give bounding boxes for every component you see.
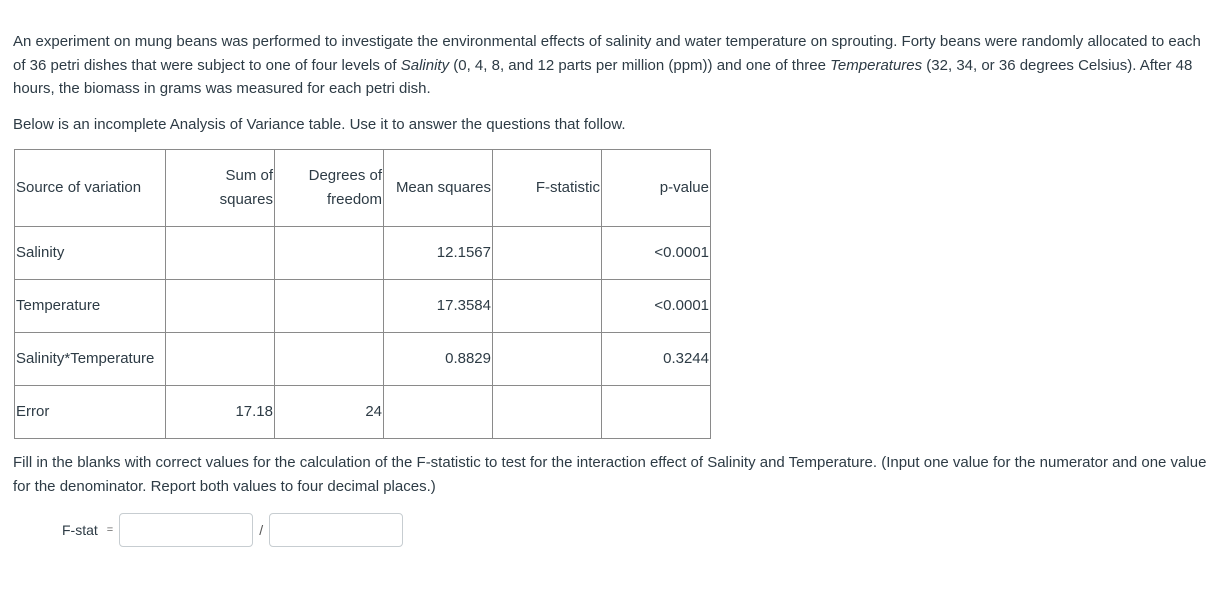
division-slash: / bbox=[259, 522, 264, 538]
intro-text-3: (32, 34, or 36 degrees Celsius). After 48 hours, the biomass in grams was measured for each petri dish. bbox=[13, 56, 1193, 97]
fstat-answer-row bbox=[62, 512, 403, 548]
header-f-statistic: F-statistic bbox=[493, 150, 602, 227]
header-df-line1: Degrees of bbox=[308, 167, 382, 184]
table-row bbox=[15, 386, 711, 439]
row-df bbox=[275, 280, 384, 333]
header-p-value: p-value bbox=[602, 150, 711, 227]
header-df-line2: freedom bbox=[326, 191, 382, 208]
header-degrees-of-freedom bbox=[275, 150, 384, 227]
intro-text-1: An experiment on mung beans was performed to investigate the environmental effects of salinity and water temperature on sprouting. Forty beans were randomly allocated to each of 36 petri dishes that were subject to one of four levels of bbox=[13, 33, 1201, 74]
header-mean-squares: Mean squares bbox=[384, 150, 493, 227]
equals-sign: = bbox=[106, 524, 114, 536]
row-source: Salinity bbox=[15, 227, 166, 280]
intro-text-2: (0, 4, 8, and 12 parts per million (ppm)) and one of three bbox=[449, 56, 831, 74]
row-f bbox=[493, 333, 602, 386]
row-p bbox=[602, 386, 711, 439]
header-ss-line2: squares bbox=[219, 191, 273, 208]
table-row bbox=[15, 227, 711, 280]
row-ms: 12.1567 bbox=[384, 227, 493, 280]
row-ss bbox=[166, 333, 275, 386]
anova-header-row bbox=[15, 150, 711, 227]
temperatures-term: Temperatures bbox=[830, 56, 923, 74]
table-intro: Below is an incomplete Analysis of Variance table. Use it to answer the questions that follow. bbox=[13, 116, 626, 133]
row-source: Temperature bbox=[15, 280, 166, 333]
row-p: 0.3244 bbox=[602, 333, 711, 386]
row-ss: 17.18 bbox=[166, 386, 275, 439]
fstat-label: F-stat bbox=[62, 522, 98, 538]
row-df bbox=[275, 227, 384, 280]
problem-intro bbox=[13, 30, 1203, 101]
salinity-term: Salinity bbox=[400, 56, 450, 74]
row-ms: 17.3584 bbox=[384, 280, 493, 333]
table-row bbox=[15, 280, 711, 333]
row-ss bbox=[166, 280, 275, 333]
header-ss-line1: Sum of bbox=[225, 167, 273, 184]
row-f bbox=[493, 227, 602, 280]
row-ms: 0.8829 bbox=[384, 333, 493, 386]
header-sum-of-squares bbox=[166, 150, 275, 227]
row-f bbox=[493, 386, 602, 439]
question-text: Fill in the blanks with correct values for the calculation of the F-statistic to test for the interaction effect of Salinity and Temperature. (Input one value for the numerator and one value for the denominator. Report both values to four decimal places.) bbox=[13, 454, 1207, 495]
row-ms bbox=[384, 386, 493, 439]
numerator-input[interactable] bbox=[119, 513, 253, 547]
row-p: <0.0001 bbox=[602, 227, 711, 280]
row-df: 24 bbox=[275, 386, 384, 439]
anova-table bbox=[14, 149, 711, 439]
header-source: Source of variation bbox=[15, 150, 166, 227]
row-source: Salinity*Temperature bbox=[15, 333, 166, 386]
row-source: Error bbox=[15, 386, 166, 439]
row-f bbox=[493, 280, 602, 333]
table-row bbox=[15, 333, 711, 386]
row-p: <0.0001 bbox=[602, 280, 711, 333]
row-df bbox=[275, 333, 384, 386]
denominator-input[interactable] bbox=[269, 513, 403, 547]
row-ss bbox=[166, 227, 275, 280]
